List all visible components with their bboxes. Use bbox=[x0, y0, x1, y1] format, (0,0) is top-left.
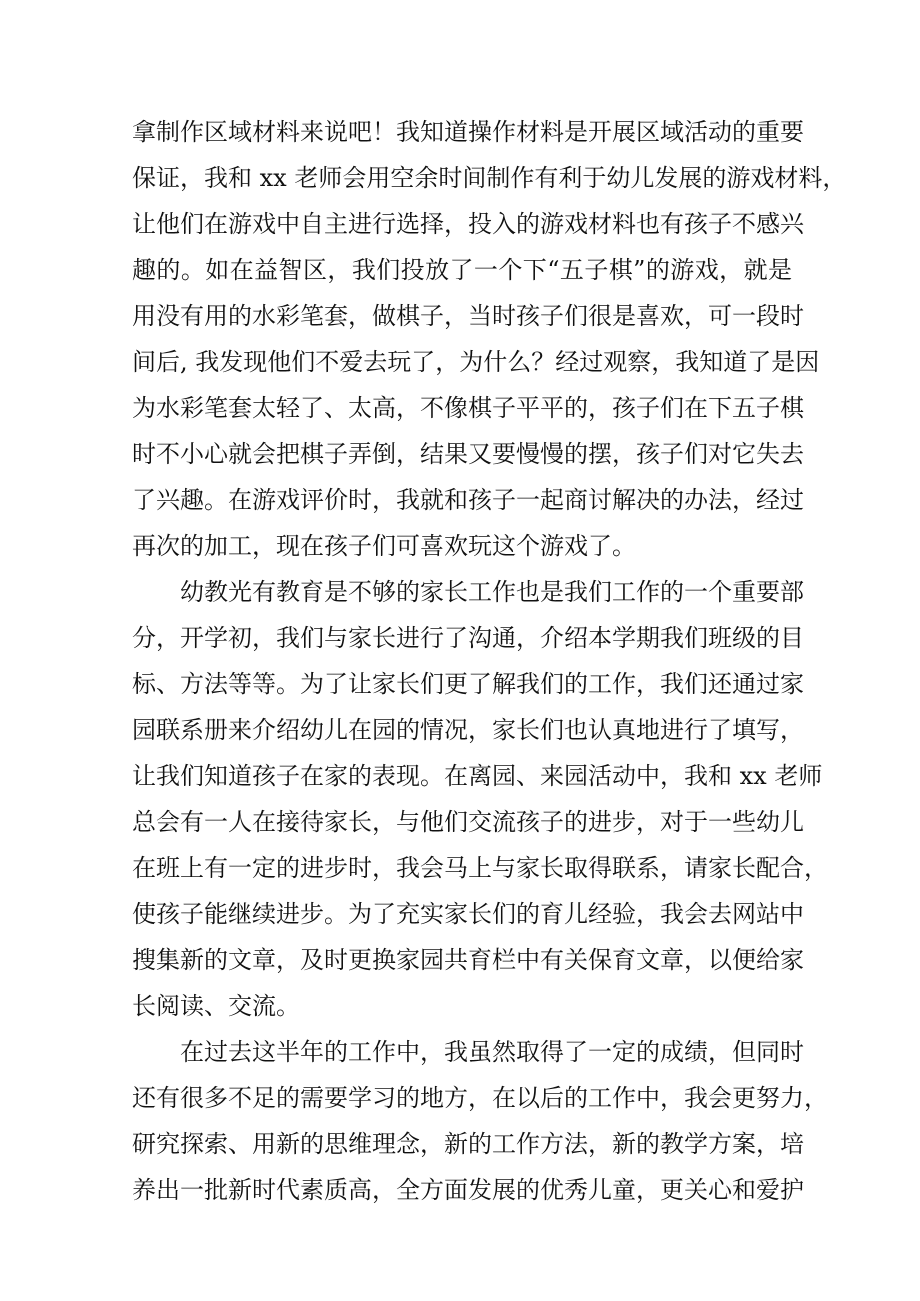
paragraph-2-line-2: 分，开学初，我们与家长进行了沟通，介绍本学期我们班级的目 bbox=[132, 624, 804, 652]
paragraph-1-line-9: 了兴趣。在游戏评价时，我就和孩子一起商讨解决的办法，经过 bbox=[132, 486, 804, 514]
paragraph-3-line-3: 研究探索、用新的思维理念，新的工作方法，新的教学方案，培 bbox=[132, 1130, 804, 1158]
paragraph-2-line-1: 幼教光有教育是不够的家长工作也是我们工作的一个重要部 bbox=[180, 578, 804, 606]
paragraph-1-line-1: 拿制作区域材料来说吧！我知道操作材料是开展区域活动的重要 bbox=[132, 118, 804, 146]
paragraph-1-line-10: 再次的加工，现在孩子们可喜欢玩这个游戏了。 bbox=[132, 532, 636, 560]
paragraph-3-line-4: 养出一批新时代素质高，全方面发展的优秀儿童，更关心和爱护 bbox=[132, 1176, 804, 1204]
paragraph-2-line-6: 总会有一人在接待家长，与他们交流孩子的进步，对于一些幼儿 bbox=[132, 808, 804, 836]
paragraph-2-line-10: 长阅读、交流。 bbox=[132, 992, 300, 1020]
paragraph-1-line-3: 让他们在游戏中自主进行选择，投入的游戏材料也有孩子不感兴 bbox=[132, 210, 804, 238]
paragraph-2-line-5: 让我们知道孩子在家的表现。在离园、来园活动中，我和 xx 老师 bbox=[132, 762, 823, 790]
paragraph-2-line-3: 标、方法等等。为了让家长们更了解我们的工作，我们还通过家 bbox=[132, 670, 804, 698]
paragraph-3-line-1: 在过去这半年的工作中，我虽然取得了一定的成绩，但同时 bbox=[180, 1038, 804, 1066]
paragraph-1-line-2: 保证，我和 xx 老师会用空余时间制作有利于幼儿发展的游戏材料， bbox=[132, 164, 847, 192]
paragraph-3-line-2: 还有很多不足的需要学习的地方，在以后的工作中，我会更努力， bbox=[132, 1084, 828, 1112]
paragraph-2-line-8: 使孩子能继续进步。为了充实家长们的育儿经验，我会去网站中 bbox=[132, 900, 804, 928]
paragraph-1-line-8: 时不小心就会把棋子弄倒，结果又要慢慢的摆，孩子们对它失去 bbox=[132, 440, 804, 468]
paragraph-1-line-5: 用没有用的水彩笔套，做棋子，当时孩子们很是喜欢，可一段时 bbox=[132, 302, 804, 330]
paragraph-1-line-6: 间后, 我发现他们不爱去玩了，为什么？经过观察，我知道了是因 bbox=[132, 348, 820, 376]
paragraph-1-line-7: 为水彩笔套太轻了、太高，不像棋子平平的，孩子们在下五子棋 bbox=[132, 394, 804, 422]
paragraph-2-line-4: 园联系册来介绍幼儿在园的情况，家长们也认真地进行了填写， bbox=[132, 716, 804, 744]
paragraph-2-line-7: 在班上有一定的进步时，我会马上与家长取得联系，请家长配合， bbox=[132, 854, 828, 882]
paragraph-1-line-4: 趣的。如在益智区，我们投放了一个下“五子棋”的游戏，就是 bbox=[132, 256, 792, 284]
paragraph-2-line-9: 搜集新的文章，及时更换家园共育栏中有关保育文章，以便给家 bbox=[132, 946, 804, 974]
